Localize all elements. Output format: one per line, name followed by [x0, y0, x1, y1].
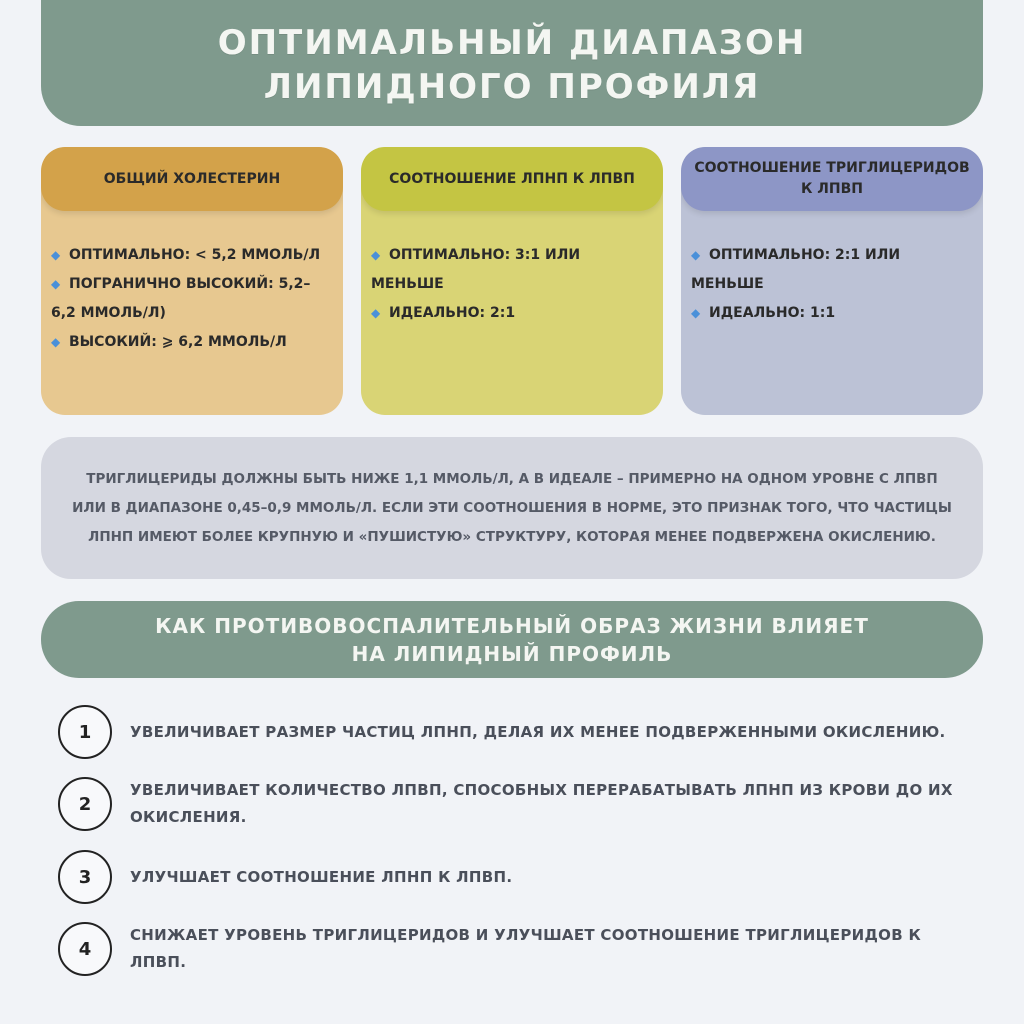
step-text: УВЕЛИЧИВАЕТ КОЛИЧЕСТВО ЛПВП, СПОСОБНЫХ ПЕРЕРАБАТЫВАТЬ ЛПНП ИЗ КРОВИ ДО ИХ ОКИСЛЕНИЯ. — [130, 781, 953, 826]
card-body — [681, 211, 983, 328]
bullet-item: ◆ ОПТИМАЛЬНО: 2:1 ИЛИ МЕНЬШЕ — [691, 241, 969, 299]
card-trig-hdl-ratio — [681, 147, 983, 415]
step-number-badge: 1 — [58, 705, 112, 759]
step-text: УЛУЧШАЕТ СООТНОШЕНИЕ ЛПНП К ЛПВП. — [130, 867, 513, 886]
step-text: СНИЖАЕТ УРОВЕНЬ ТРИГЛИЦЕРИДОВ И УЛУЧШАЕТ СООТНОШЕНИЕ ТРИГЛИЦЕРИДОВ К ЛПВП. — [130, 926, 922, 971]
info-box — [41, 437, 983, 579]
diamond-bullet-icon: ◆ — [691, 306, 701, 320]
card-header — [681, 147, 983, 211]
step-text: УВЕЛИЧИВАЕТ РАЗМЕР ЧАСТИЦ ЛПНП, ДЕЛАЯ ИХ МЕНЕЕ ПОДВЕРЖЕННЫМИ ОКИСЛЕНИЮ. — [130, 722, 946, 741]
diamond-bullet-icon: ◆ — [51, 277, 61, 291]
card-ldl-hdl-ratio — [361, 147, 663, 415]
card-title: ОБЩИЙ ХОЛЕСТЕРИН — [103, 170, 281, 187]
section-banner — [41, 601, 983, 678]
step-item-3 — [58, 850, 958, 904]
step-number-badge: 4 — [58, 922, 112, 976]
diamond-bullet-icon: ◆ — [51, 248, 61, 262]
card-title: СООТНОШЕНИЕ ТРИГЛИЦЕРИДОВ К ЛПВП — [694, 160, 970, 197]
step-item-1 — [58, 705, 958, 759]
card-title: СООТНОШЕНИЕ ЛПНП К ЛПВП — [389, 170, 635, 187]
step-number-badge: 3 — [58, 850, 112, 904]
section-title-line-2: НА ЛИПИДНЫЙ ПРОФИЛЬ — [351, 641, 673, 666]
bullet-item: ◆ ПОГРАНИЧНО ВЫСОКИЙ: 5,2–6,2 ММОЛЬ/Л) — [51, 270, 329, 328]
card-header — [41, 147, 343, 211]
diamond-bullet-icon: ◆ — [691, 248, 701, 262]
step-item-2 — [58, 777, 958, 831]
bullet-item: ◆ ОПТИМАЛЬНО: 3:1 ИЛИ МЕНЬШЕ — [371, 241, 649, 299]
bullet-item: ◆ ИДЕАЛЬНО: 2:1 — [371, 299, 649, 328]
step-item-4 — [58, 922, 958, 976]
page-title-line-1: ОПТИМАЛЬНЫЙ ДИАПАЗОН — [217, 23, 807, 63]
section-title-line-1: КАК ПРОТИВОВОСПАЛИТЕЛЬНЫЙ ОБРАЗ ЖИЗНИ ВЛИЯЕТ — [155, 613, 869, 638]
diamond-bullet-icon: ◆ — [371, 306, 381, 320]
diamond-bullet-icon: ◆ — [51, 335, 61, 349]
card-total-cholesterol — [41, 147, 343, 415]
bullet-item: ◆ ИДЕАЛЬНО: 1:1 — [691, 299, 969, 328]
page-header — [41, 0, 983, 126]
page-title-line-2: ЛИПИДНОГО ПРОФИЛЯ — [263, 67, 761, 107]
diamond-bullet-icon: ◆ — [371, 248, 381, 262]
bullet-item: ◆ ВЫСОКИЙ: ⩾ 6,2 ММОЛЬ/Л — [51, 328, 329, 357]
step-number-badge: 2 — [58, 777, 112, 831]
card-body — [41, 211, 343, 357]
card-body — [361, 211, 663, 328]
info-text: ТРИГЛИЦЕРИДЫ ДОЛЖНЫ БЫТЬ НИЖЕ 1,1 ММОЛЬ/Л, А В ИДЕАЛЕ – ПРИМЕРНО НА ОДНОМ УРОВНЕ С ЛПВП ИЛИ В ДИАПАЗОНЕ 0,45–0,9 ММОЛЬ/Л. ЕСЛИ ЭТИ СООТНОШЕНИЯ В НОРМЕ, ЭТО ПРИЗНАК ТОГО, ЧТО ЧАСТИЦЫ ЛПНП ИМЕЮТ БОЛЕЕ КРУПНУЮ И «ПУШИСТУЮ» СТРУКТУРУ, КОТОРАЯ МЕНЕЕ ПОДВЕРЖЕНА ОКИСЛЕНИЮ. — [72, 470, 952, 545]
card-header — [361, 147, 663, 211]
bullet-item: ◆ ОПТИМАЛЬНО: < 5,2 ММОЛЬ/Л — [51, 241, 329, 270]
